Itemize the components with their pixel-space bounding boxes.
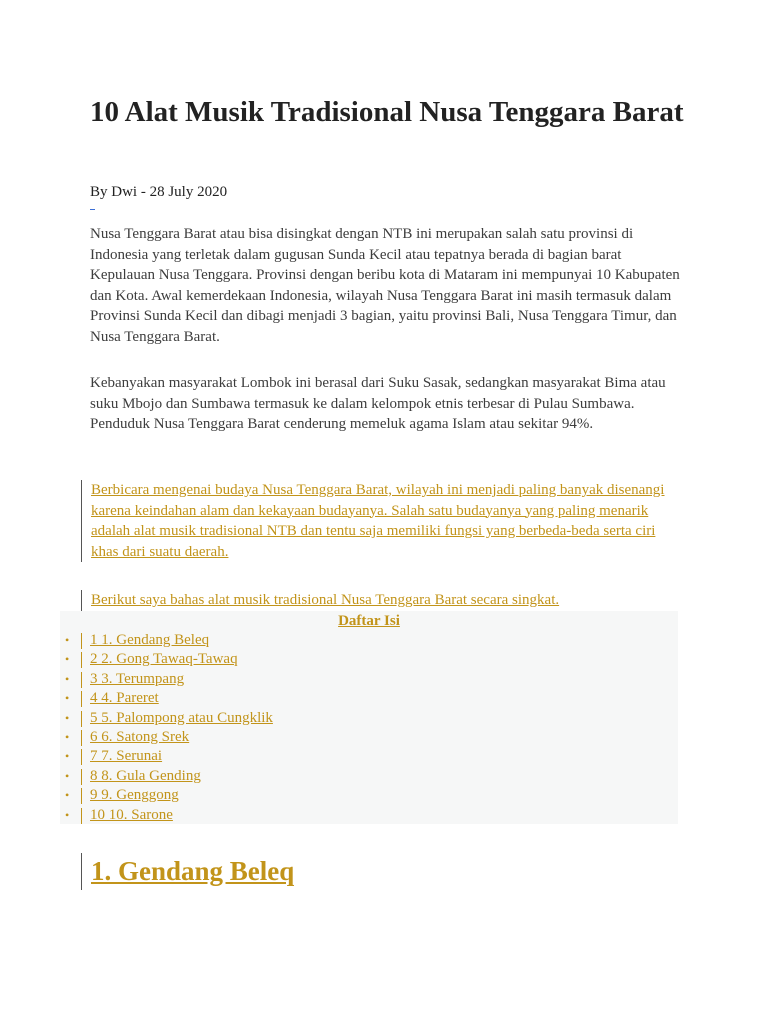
- toc-divider: [81, 633, 82, 649]
- bullet-icon: •: [65, 671, 70, 686]
- toc-link-1[interactable]: 1 1. Gendang Beleq: [90, 632, 210, 648]
- toc-divider: [81, 749, 82, 765]
- bullet-icon: •: [65, 788, 70, 803]
- toc-divider: [81, 788, 82, 804]
- toc-item: [60, 728, 678, 747]
- toc-divider: [81, 672, 82, 688]
- quote-link-culture[interactable]: Berbicara mengenai budaya Nusa Tenggara Barat, wilayah ini menjadi paling banyak disenangi karena keindahan alam dan kekayaan budayanya. Salah satu budayanya yang paling menarik adalah alat musik tradisional NTB dan tentu saja memiliki fungsi yang berbeda-beda serta ciri khas dari suatu daerah.: [91, 482, 665, 560]
- toc-item: [60, 786, 678, 805]
- toc-divider: [81, 769, 82, 785]
- toc-link-4[interactable]: 4 4. Pareret: [90, 690, 159, 707]
- toc-item: [60, 709, 678, 728]
- toc-link-3[interactable]: 3 3. Terumpang: [90, 670, 185, 687]
- toc-link-9[interactable]: 9 9. Genggong: [90, 787, 179, 804]
- blockquote-intro-list: [81, 590, 682, 612]
- tiny-link[interactable]: [90, 209, 95, 210]
- toc-item: [60, 747, 678, 766]
- toc-item: [60, 806, 678, 825]
- toc-item: [60, 689, 678, 708]
- toc-item: [60, 670, 678, 689]
- toc-link-8[interactable]: 8 8. Gula Gending: [90, 767, 201, 784]
- paragraph-population: Kebanyakan masyarakat Lombok ini berasal dari Suku Sasak, sedangkan masyarakat Bima atau suku Mbojo dan Sumbawa termasuk ke dalam kelompok etnis terbesar di Pulau Sumbawa. Penduduk Nusa Tenggara Barat cenderung memeluk agama Islam atau sekitar 94%.: [90, 375, 666, 432]
- toc-list: [60, 631, 678, 825]
- section-heading-block: [81, 853, 294, 890]
- toc-divider: [81, 691, 82, 707]
- toc-link-10[interactable]: 10 10. Sarone: [90, 806, 173, 823]
- article-byline: By Dwi - 28 July 2020: [90, 184, 228, 200]
- toc-divider: [81, 711, 82, 727]
- bullet-icon: •: [65, 807, 70, 822]
- bullet-icon: •: [65, 652, 70, 667]
- bullet-icon: •: [65, 691, 70, 706]
- toc-link-5[interactable]: 5 5. Palompong atau Cungklik: [90, 709, 273, 726]
- bullet-icon: •: [65, 729, 70, 744]
- bullet-icon: •: [65, 710, 70, 725]
- article-title: 10 Alat Musik Tradisional Nusa Tenggara Barat: [90, 96, 684, 128]
- toc-divider: [81, 652, 82, 668]
- toc-divider: [81, 730, 82, 746]
- bullet-icon: •: [65, 768, 70, 783]
- bullet-icon: •: [65, 749, 70, 764]
- toc-divider: [81, 808, 82, 824]
- paragraph-intro: Nusa Tenggara Barat atau bisa disingkat dengan NTB ini merupakan salah satu provinsi di Indonesia yang terletak dalam gugusan Sunda Kecil atau tepatnya berada di bagian barat Kepulauan Nusa Tenggara. Provinsi dengan beribu kota di Mataram ini mempunyai 10 Kabupaten dan Kota. Awal kemerdekaan Indonesia, wilayah Nusa Tenggara Barat ini masih termasuk dalam Provinsi Sunda Kecil dan dibagi menjadi 3 bagian, yaitu provinsi Bali, Nusa Tenggara Timur, dan Nusa Tenggara Barat.: [90, 226, 680, 345]
- section-heading-gendang-beleq[interactable]: 1. Gendang Beleq: [91, 856, 295, 886]
- toc-item: [60, 631, 678, 650]
- toc-link-7[interactable]: 7 7. Serunai: [90, 748, 163, 765]
- bullet-icon: •: [65, 633, 70, 647]
- blockquote-culture: [81, 480, 682, 562]
- quote-link-intro-list[interactable]: Berikut saya bahas alat musik tradisional Nusa Tenggara Barat secara singkat.: [91, 592, 560, 608]
- toc-link-2[interactable]: 2 2. Gong Tawaq-Tawaq: [90, 651, 238, 668]
- toc-item: [60, 650, 678, 669]
- toc-title[interactable]: Daftar Isi: [338, 613, 400, 629]
- toc-link-6[interactable]: 6 6. Satong Srek: [90, 728, 190, 745]
- table-of-contents: [60, 611, 678, 824]
- toc-item: [60, 767, 678, 786]
